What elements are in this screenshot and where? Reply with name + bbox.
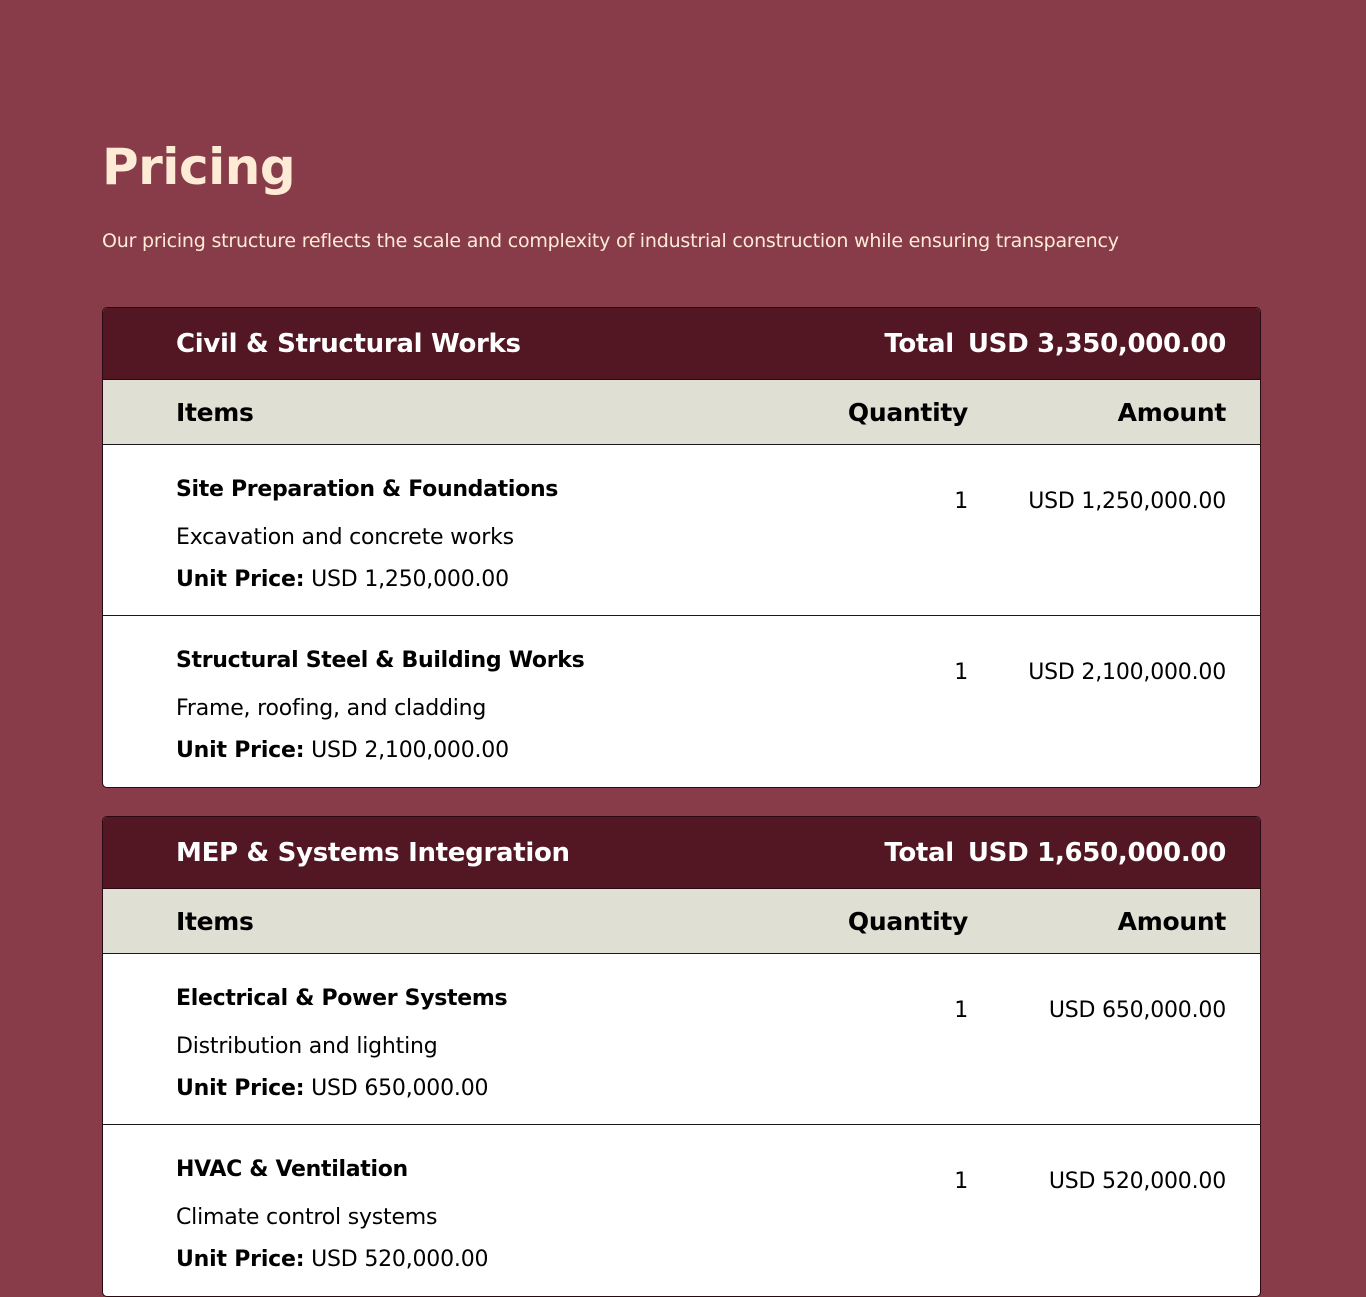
table-row — [103, 445, 1260, 616]
unit-price-label: Unit Price: — [176, 1076, 305, 1101]
section-total — [884, 329, 1226, 359]
section-title: MEP & Systems Integration — [176, 837, 570, 868]
item-quantity: 1 — [954, 660, 968, 685]
column-header-quantity: Quantity — [847, 906, 968, 936]
item-description: Excavation and concrete works — [176, 525, 514, 550]
item-quantity: 1 — [954, 998, 968, 1023]
page-title: Pricing — [102, 138, 296, 196]
unit-price-label: Unit Price: — [176, 567, 305, 592]
page-subtitle: Our pricing structure reflects the scale and complexity of industrial construction while ensuring transparency — [102, 230, 1119, 252]
table-row — [103, 616, 1260, 787]
section-header — [103, 308, 1260, 380]
item-name: HVAC & Ventilation — [176, 1157, 408, 1182]
total-label: Total — [884, 328, 954, 359]
item-quantity: 1 — [954, 489, 968, 514]
item-quantity: 1 — [954, 1169, 968, 1194]
unit-price-label: Unit Price: — [176, 1247, 305, 1272]
item-description: Distribution and lighting — [176, 1034, 438, 1059]
column-header-row — [103, 889, 1260, 954]
pricing-section-mep — [102, 816, 1261, 1297]
table-row — [103, 1125, 1260, 1296]
column-header-amount: Amount — [1117, 397, 1226, 427]
pricing-section-civil — [102, 307, 1261, 788]
item-unit-price — [176, 566, 768, 594]
unit-price-value: USD 1,250,000.00 — [311, 567, 509, 592]
unit-price-value: USD 520,000.00 — [311, 1247, 489, 1272]
total-amount: USD 3,350,000.00 — [967, 328, 1226, 359]
section-header — [103, 817, 1260, 889]
column-header-items: Items — [176, 906, 254, 936]
unit-price-value: USD 650,000.00 — [311, 1076, 489, 1101]
total-label: Total — [884, 837, 954, 868]
unit-price-value: USD 2,100,000.00 — [311, 738, 509, 763]
section-total — [884, 838, 1226, 868]
item-name: Structural Steel & Building Works — [176, 648, 585, 673]
item-unit-price — [176, 1075, 768, 1103]
item-unit-price — [176, 737, 768, 765]
section-title: Civil & Structural Works — [176, 328, 521, 359]
item-amount: USD 520,000.00 — [1048, 1169, 1226, 1194]
total-amount: USD 1,650,000.00 — [967, 837, 1226, 868]
item-amount: USD 650,000.00 — [1048, 998, 1226, 1023]
item-name: Site Preparation & Foundations — [176, 477, 559, 502]
column-header-row — [103, 380, 1260, 445]
table-row — [103, 954, 1260, 1125]
column-header-quantity: Quantity — [847, 397, 968, 427]
item-unit-price — [176, 1246, 768, 1274]
item-description: Climate control systems — [176, 1205, 438, 1230]
unit-price-label: Unit Price: — [176, 738, 305, 763]
item-description: Frame, roofing, and cladding — [176, 696, 487, 721]
column-header-items: Items — [176, 397, 254, 427]
item-amount: USD 2,100,000.00 — [1028, 660, 1226, 685]
item-name: Electrical & Power Systems — [176, 986, 508, 1011]
item-amount: USD 1,250,000.00 — [1028, 489, 1226, 514]
column-header-amount: Amount — [1117, 906, 1226, 936]
